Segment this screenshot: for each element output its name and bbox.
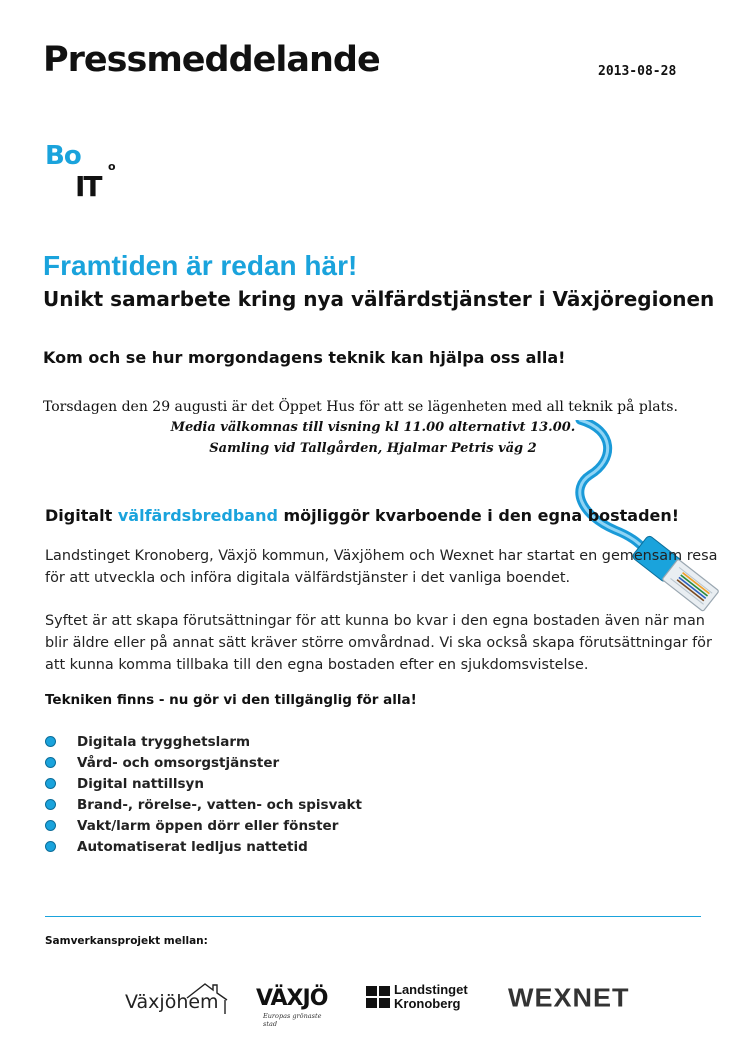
landsting-logo-text <box>394 983 468 1011</box>
media-line-time: Media välkomnas till visning kl 11.00 alternativt 13.00. <box>170 420 576 435</box>
paragraph-partners <box>45 545 718 589</box>
list-item <box>45 752 362 773</box>
squares-icon <box>366 986 390 1008</box>
media-info <box>0 417 746 459</box>
paragraph-line: att kunna komma tillbaka till den egna bostaden efter en sjukdomsvistelse. <box>45 657 589 673</box>
list-item-label: Brand-, rörelse-, vatten- och spisvakt <box>77 796 362 813</box>
logo-text-sup: o <box>108 160 116 173</box>
vaxjohem-logo-text: Växjöhem <box>125 991 219 1013</box>
list-item-label: Digitala trygghetslarm <box>77 733 251 750</box>
footer-divider <box>45 916 701 917</box>
logo-text-top: Bo <box>45 141 81 171</box>
section-heading-visit: Kom och se hur morgondagens teknik kan hjälpa oss alla! <box>43 348 566 367</box>
technology-list <box>45 731 362 857</box>
paragraph-line: Landstinget Kronoberg, Växjö kommun, Växjöhem och Wexnet har startat en gemensam resa <box>45 548 718 564</box>
list-item <box>45 773 362 794</box>
paragraph-line: för att utveckla och införa digitala välfärdstjänster i det vanliga boendet. <box>45 570 571 586</box>
vaxjo-slogan: Europas grönaste stad <box>263 1012 322 1028</box>
list-item-label: Automatiserat ledljus nattetid <box>77 838 308 855</box>
vaxjo-logo-text: VÄXJÖ <box>256 986 328 1011</box>
landstinget-kronoberg-logo <box>366 982 476 1022</box>
bullet-icon <box>45 778 56 789</box>
visit-intro-text: Torsdagen den 29 augusti är det Öppet Hus för att se lägenheten med all teknik på plats. <box>43 399 678 415</box>
list-item-label: Vård- och omsorgstjänster <box>77 754 280 771</box>
logo-text-bottom: IT <box>75 170 101 200</box>
vaxjohem-logo <box>125 982 230 1022</box>
list-item-label: Digital nattillsyn <box>77 775 204 792</box>
list-item <box>45 836 362 857</box>
heading-broadband-highlight: välfärdsbredband <box>117 506 278 525</box>
list-item <box>45 815 362 836</box>
section-heading-technology: Tekniken finns - nu gör vi den tillgänglig för alla! <box>45 692 417 708</box>
paragraph-line: Syftet är att skapa förutsättningar för att kunna bo kvar i den egna bostaden även när man <box>45 613 705 629</box>
release-date: 2013-08-28 <box>598 64 677 79</box>
landsting-line2: Kronoberg <box>394 996 461 1011</box>
vaxjo-logo <box>256 982 336 1028</box>
boit-logo <box>45 136 125 200</box>
bullet-icon <box>45 736 56 747</box>
section-heading-broadband <box>45 506 679 525</box>
wexnet-logo <box>508 982 628 1022</box>
media-line-place: Samling vid Tallgården, Hjalmar Petris väg 2 <box>209 441 537 456</box>
headline: Framtiden är redan här! <box>43 250 358 281</box>
list-item <box>45 794 362 815</box>
bullet-icon <box>45 799 56 810</box>
house-icon <box>185 980 229 1016</box>
bullet-icon <box>45 820 56 831</box>
list-item-label: Vakt/larm öppen dörr eller fönster <box>77 817 339 834</box>
list-item <box>45 731 362 752</box>
paragraph-purpose <box>45 610 712 676</box>
bullet-icon <box>45 757 56 768</box>
collaboration-label: Samverkansprojekt mellan: <box>45 935 208 947</box>
subheadline: Unikt samarbete kring nya välfärdstjänster i Växjöregionen <box>43 287 715 311</box>
heading-broadband-pre: Digitalt <box>45 506 118 525</box>
landsting-line1: Landstinget <box>394 982 468 997</box>
paragraph-line: blir äldre eller på annat sätt kräver större omvårdnad. Vi ska också skapa förutsättningar för <box>45 635 712 651</box>
wexnet-logo-text: WEXNET <box>508 983 630 1013</box>
heading-broadband-post: möjliggör kvarboende i den egna bostaden! <box>277 506 680 525</box>
bullet-icon <box>45 841 56 852</box>
page-title: Pressmeddelande <box>43 40 380 80</box>
